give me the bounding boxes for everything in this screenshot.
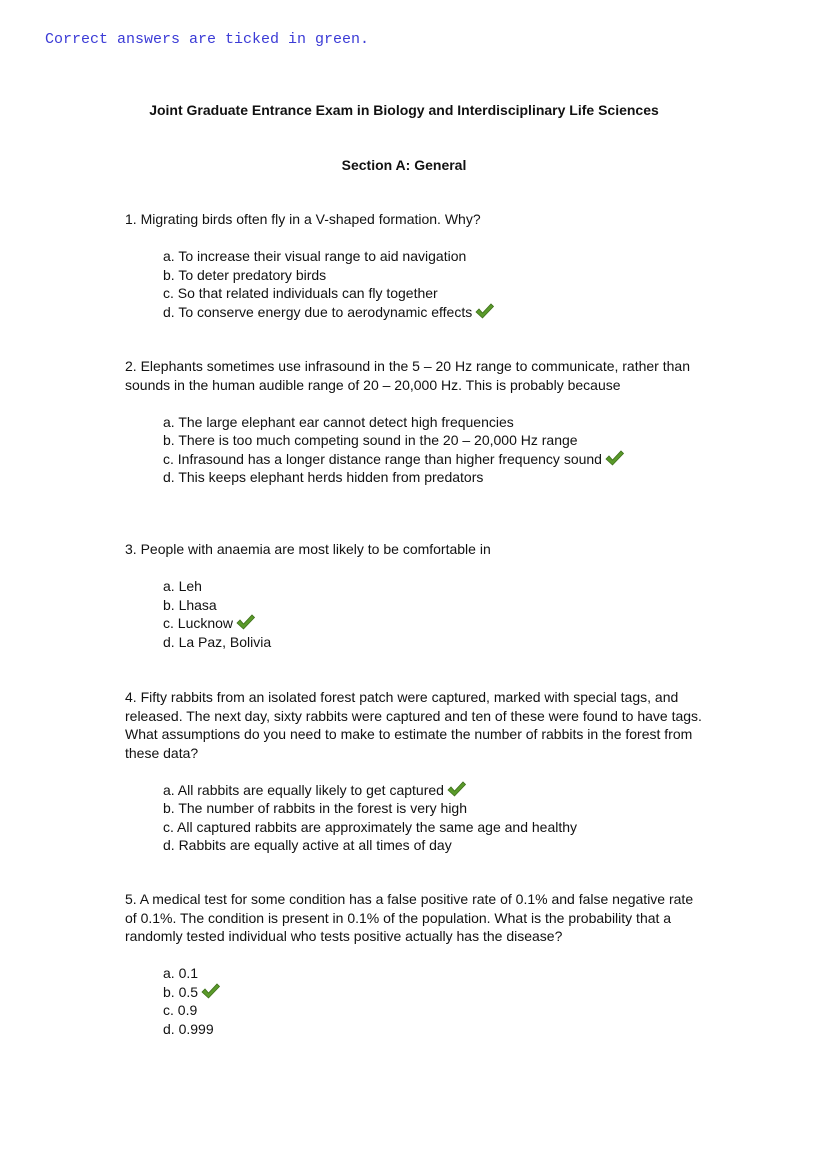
question-stem: 4. Fifty rabbits from an isolated forest patch were captured, marked with special tags, and released. The next day, sixty rabbits were captured and ten of these were found to have tags. What assumptions do you need to make to estimate the number of rabbits in the forest from these data? (125, 689, 702, 761)
check-icon (605, 450, 624, 466)
question-1 (125, 210, 705, 321)
option-text: d. Rabbits are equally active at all times of day (163, 837, 452, 853)
option-text: d. La Paz, Bolivia (163, 633, 272, 650)
option-b (163, 266, 705, 285)
option-d (163, 468, 705, 487)
question-5 (125, 890, 705, 1038)
option-text: a. All rabbits are equally likely to get captured (163, 781, 444, 798)
option-text: b. Lhasa (163, 596, 217, 613)
question-4 (125, 688, 705, 855)
option-b (163, 596, 705, 615)
option-a (163, 781, 705, 800)
option-b (163, 799, 705, 818)
option-text: a. Leh (163, 578, 202, 594)
option-d (163, 303, 705, 322)
option-text: d. To conserve energy due to aerodynamic effects (163, 303, 473, 320)
check-icon (201, 983, 220, 999)
option-a (163, 577, 705, 596)
section-heading: Section A: General (341, 157, 467, 173)
answer-key-note: Correct answers are ticked in green. (45, 31, 370, 48)
option-c (163, 818, 705, 837)
option-text: b. There is too much competing sound in the 20 – 20,000 Hz range (163, 432, 578, 448)
option-list (163, 964, 705, 1038)
option-text: d. 0.999 (163, 1020, 214, 1037)
option-d (163, 633, 705, 652)
option-d (163, 1020, 705, 1039)
option-list (163, 247, 705, 321)
question-3 (125, 540, 705, 651)
option-text: b. To deter predatory birds (163, 266, 327, 283)
option-b (163, 983, 705, 1002)
option-a (163, 413, 705, 432)
option-c (163, 284, 705, 303)
option-list (163, 781, 705, 855)
check-icon (236, 614, 255, 630)
option-a (163, 964, 705, 983)
option-list (163, 577, 705, 651)
option-text: c. Lucknow (163, 615, 234, 631)
option-text: c. Infrasound has a longer distance range than higher frequency sound (163, 450, 602, 467)
question-stem: 1. Migrating birds often fly in a V-shaped formation. Why? (125, 211, 481, 227)
option-text: b. 0.5 (163, 983, 199, 1000)
option-c (163, 450, 705, 469)
question-stem: 3. People with anaemia are most likely to be comfortable in (125, 541, 491, 557)
option-text: a. 0.1 (163, 965, 199, 981)
option-list (163, 413, 705, 487)
option-text: c. All captured rabbits are approximately the same age and healthy (163, 818, 578, 835)
option-c (163, 1001, 705, 1020)
option-text: c. 0.9 (163, 1002, 198, 1018)
check-icon (447, 781, 466, 797)
option-text: a. The large elephant ear cannot detect high frequencies (163, 413, 514, 430)
question-stem: 5. A medical test for some condition has a false positive rate of 0.1% and false negative rate of 0.1%. The condition is present in 0.1% of the population. What is the probability that a randomly tested individual who tests positive actually has the disease? (125, 891, 694, 944)
exam-title: Joint Graduate Entrance Exam in Biology and Interdisciplinary Life Sciences (149, 102, 659, 118)
option-text: d. This keeps elephant herds hidden from predators (163, 469, 484, 485)
option-a (163, 247, 705, 266)
option-text: c. So that related individuals can fly together (163, 285, 438, 301)
option-text: a. To increase their visual range to aid navigation (163, 248, 467, 264)
check-icon (475, 303, 494, 319)
question-2 (125, 357, 705, 487)
question-stem: 2. Elephants sometimes use infrasound in the 5 – 20 Hz range to communicate, rather than sounds in the human audible range of 20 – 20,000 Hz. This is probably because (125, 358, 690, 393)
option-text: b. The number of rabbits in the forest is very high (163, 800, 468, 816)
option-c (163, 614, 705, 633)
option-b (163, 431, 705, 450)
option-d (163, 836, 705, 855)
